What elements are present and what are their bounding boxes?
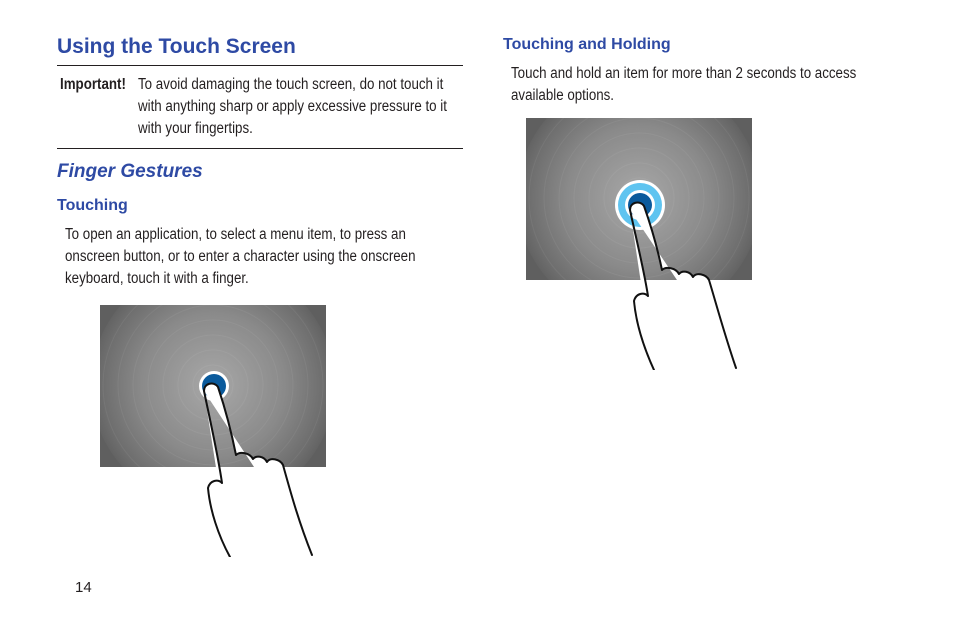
important-note	[57, 74, 463, 149]
finger-hold-icon	[526, 118, 752, 370]
page-title: Using the Touch Screen	[57, 33, 463, 66]
finger-touch-icon	[100, 305, 326, 557]
page-number: 14	[75, 579, 92, 596]
touching-heading: Touching	[57, 197, 128, 214]
holding-heading: Touching and Holding	[503, 36, 671, 53]
important-text: To avoid damaging the touch screen, do not touch it with anything sharp or apply excessive pressure to it with your fingertips.	[138, 76, 447, 137]
section-title: Finger Gestures	[57, 161, 203, 182]
important-label: Important!	[60, 76, 126, 93]
holding-body: Touch and hold an item for more than 2 seconds to access available options.	[511, 65, 857, 104]
touching-body: To open an application, to select a menu item, to press an onscreen button, or to enter a character using the onscreen keyboard, touch it with a finger.	[65, 226, 416, 287]
